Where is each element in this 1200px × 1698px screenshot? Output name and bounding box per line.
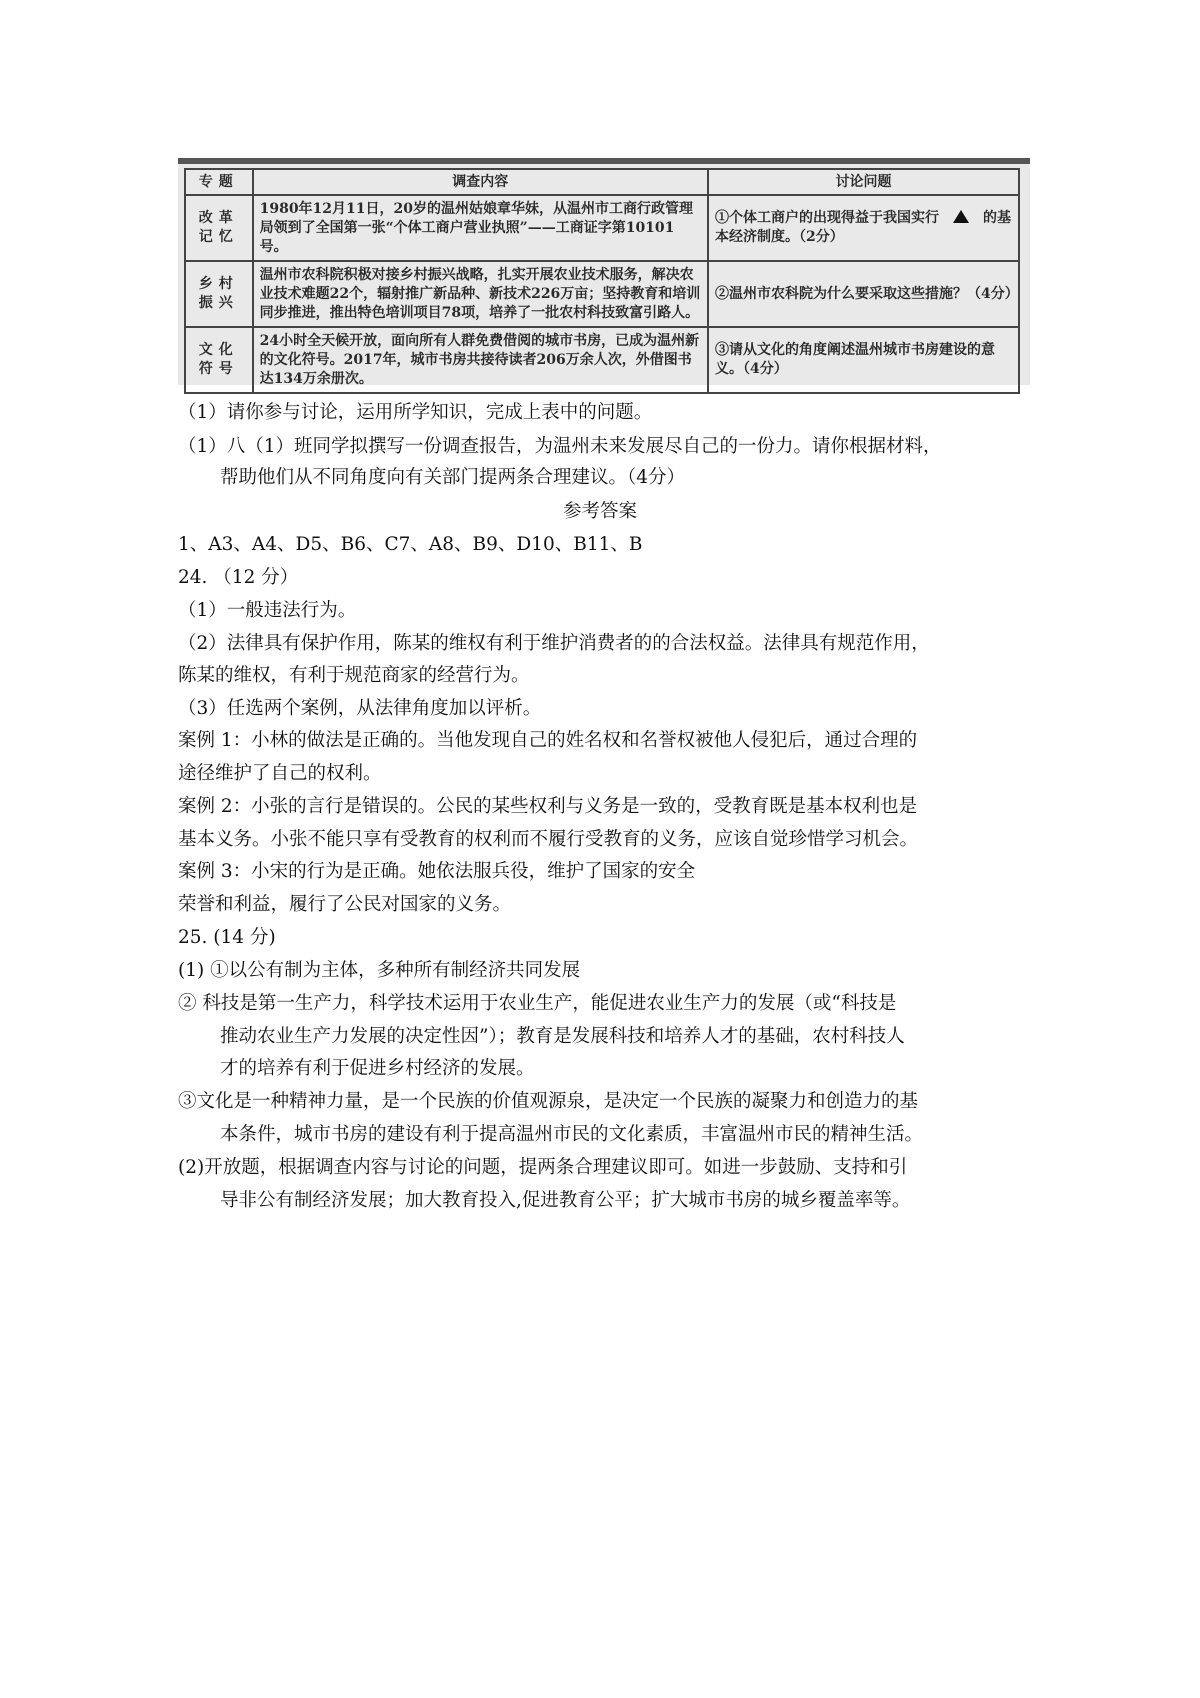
case-1-cont: 途径维护了自己的权利。 xyxy=(178,763,382,784)
table-header-row xyxy=(185,169,1019,195)
survey-table xyxy=(184,168,1020,394)
q25-2-cont2: 才的培养有利于促进乡村经济的发展。 xyxy=(220,1058,535,1079)
survey-table-scan xyxy=(178,158,1030,385)
question-prefix: ①个体工商户的出现得益于我国实行 xyxy=(714,210,939,226)
row-question: ③请从文化的角度阐述温州城市书房建设的意义。（4分） xyxy=(708,327,1019,393)
row-content: 1980年12月11日，20岁的温州姑娘章华妹，从温州市工商行政管理局领到了全国第一张“个体工商户营业执照”——工商证字第10101号。 xyxy=(253,195,708,261)
row-question xyxy=(708,195,1019,261)
question-2: （1）八（1）班同学拟撰写一份调查报告，为温州未来发展尽自己的一份力。请你根据材料， xyxy=(178,436,942,457)
header-topic: 专题 xyxy=(185,169,253,195)
blank-triangle-icon xyxy=(953,210,969,223)
q25-2: ② 科技是第一生产力，科学技术运用于农业生产，能促进农业生产力的发展（或“科技是 xyxy=(178,993,897,1014)
question-2-cont: 帮助他们从不同角度向有关部门提两条合理建议。（4分） xyxy=(220,467,686,488)
q24-heading: 24. （12 分） xyxy=(178,567,299,588)
q24-1: （1）一般违法行为。 xyxy=(178,600,357,621)
question-1: （1）请你参与讨论，运用所学知识，完成上表中的问题。 xyxy=(178,402,653,423)
table-row xyxy=(185,327,1019,393)
row-topic: 改革记忆 xyxy=(185,195,253,261)
header-question: 讨论问题 xyxy=(708,169,1019,195)
row-question: ②温州市农科院为什么要采取这些措施？（4分） xyxy=(708,261,1019,327)
q24-2-cont: 陈某的维权，有利于规范商家的经营行为。 xyxy=(178,665,530,686)
q25-1: (1) ①以公有制为主体，多种所有制经济共同发展 xyxy=(178,960,581,981)
case-1: 案例 1：小林的做法是正确的。当他发现自己的姓名权和名誉权被他人侵犯后，通过合理的 xyxy=(178,730,918,751)
answer-heading: 参考答案 xyxy=(562,501,637,522)
q25-open-cont: 导非公有制经济发展；加大教育投入,促进教育公平；扩大城市书房的城乡覆盖率等。 xyxy=(220,1190,911,1211)
row-topic: 文化符号 xyxy=(185,327,253,393)
choice-answers: 1、A3、A4、D5、B6、C7、A8、B9、D10、B11、B xyxy=(178,534,643,555)
row-content: 温州市农科院积极对接乡村振兴战略，扎实开展农业技术服务，解决农业技术难题22个，辐射推广新品种、新技术226万亩；坚持教育和培训同步推进，推出特色培训项目78项，培养了一批农村科技致富引路人。 xyxy=(253,261,708,327)
question-suffix: 的基本经济制度。（2分） xyxy=(714,210,1011,245)
q25-2-cont: 推动农业生产力发展的决定性因”）；教育是发展科技和培养人才的基础，农村科技人 xyxy=(220,1026,905,1047)
table-row xyxy=(185,195,1019,261)
table-row xyxy=(185,261,1019,327)
q25-3-cont: 本条件，城市书房的建设有利于提高温州市民的文化素质，丰富温州市民的精神生活。 xyxy=(220,1124,924,1145)
row-topic: 乡村振兴 xyxy=(185,261,253,327)
q25-open: (2)开放题，根据调查内容与讨论的问题，提两条合理建议即可。如进一步鼓励、支持和引 xyxy=(178,1157,908,1178)
case-2: 案例 2：小张的言行是错误的。公民的某些权利与义务是一致的，受教育既是基本权利也是 xyxy=(178,796,918,817)
case-3-cont: 荣誉和利益，履行了公民对国家的义务。 xyxy=(178,894,512,915)
row-content: 24小时全天候开放，面向所有人群免费借阅的城市书房，已成为温州新的文化符号。2017年，城市书房共接待读者206万余人次，外借图书达134万余册次。 xyxy=(253,327,708,393)
case-2-cont: 基本义务。小张不能只享有受教育的权利而不履行受教育的义务，应该自觉珍惜学习机会。 xyxy=(178,829,919,850)
header-content: 调查内容 xyxy=(253,169,708,195)
q25-heading: 25. (14 分) xyxy=(178,927,276,948)
q25-3: ③文化是一种精神力量，是一个民族的价值观源泉，是决定一个民族的凝聚力和创造力的基 xyxy=(178,1091,919,1112)
case-3: 案例 3：小宋的行为是正确。她依法服兵役，维护了国家的安全 xyxy=(178,861,696,882)
q24-3: （3）任选两个案例，从法律角度加以评析。 xyxy=(178,698,542,719)
q24-2: （2）法律具有保护作用，陈某的维权有利于维护消费者的的合法权益。法律具有规范作用， xyxy=(178,633,930,654)
